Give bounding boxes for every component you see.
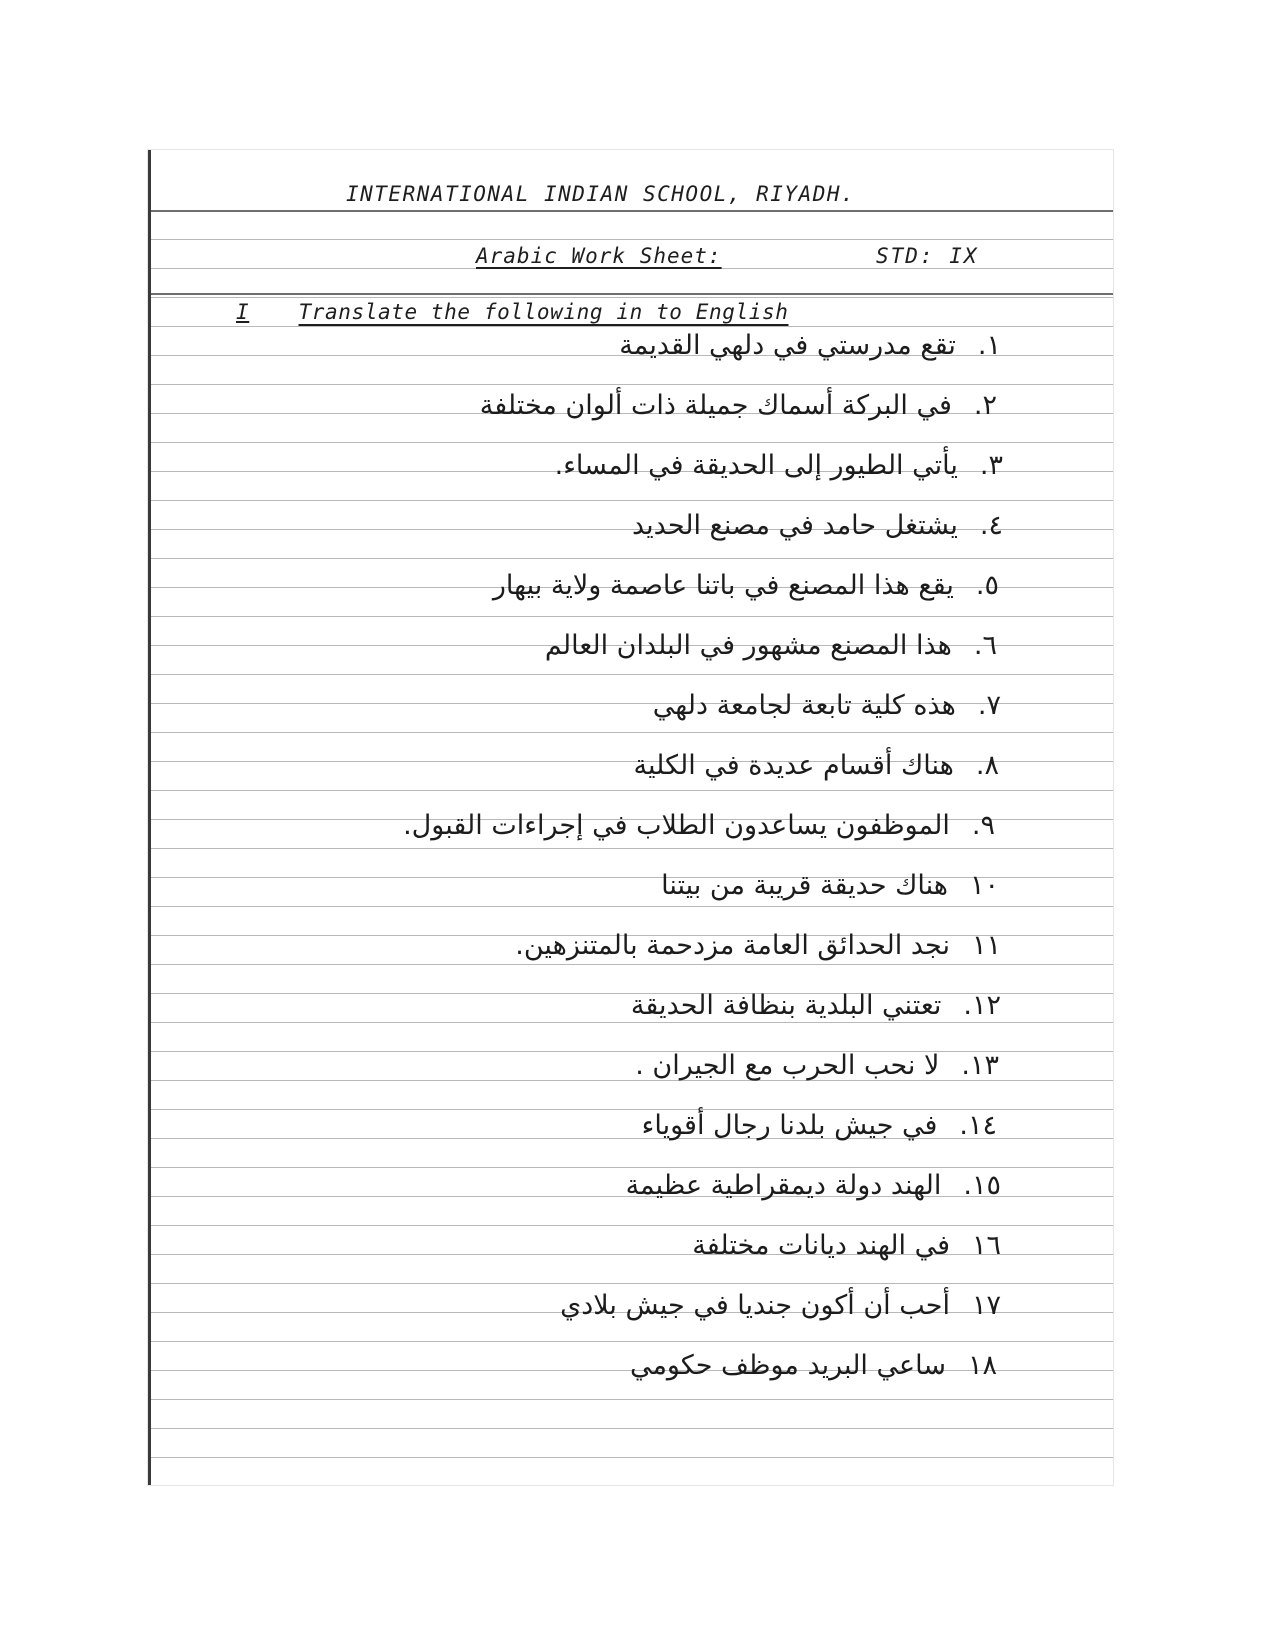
sentence-item xyxy=(631,990,1001,1021)
sentence-item xyxy=(635,1050,999,1081)
sentence-text: نجد الحدائق العامة مزدحمة بالمتنزهين. xyxy=(515,930,950,961)
std-label: STD: IX xyxy=(876,244,979,268)
sentence-number: ١٣. xyxy=(961,1050,999,1081)
sentence-item xyxy=(661,870,999,901)
sentence-number: ١٦ xyxy=(971,1230,1001,1261)
sentence-text: تقع مدرستي في دلهي القديمة xyxy=(619,330,956,361)
sentence-text: في جيش بلدنا رجال أقوياء xyxy=(641,1110,938,1141)
sentence-number: ١٠ xyxy=(969,870,999,901)
sentence-item xyxy=(403,810,995,841)
sentence-text: هناك حديقة قريبة من بيتنا xyxy=(661,870,948,901)
sentence-text: يقع هذا المصنع في باتنا عاصمة ولاية بيهار xyxy=(492,570,954,601)
sentence-item xyxy=(619,330,1001,361)
worksheet-title-text: Arabic Work Sheet: xyxy=(476,244,722,268)
sentence-number: ١٨ xyxy=(967,1350,997,1381)
sentence-item xyxy=(630,1350,997,1381)
sentence-number: ١. xyxy=(977,330,1001,361)
sentence-text: الموظفون يساعدون الطلاب في إجراءات القبول. xyxy=(403,810,950,841)
sentence-number: ١٥. xyxy=(963,1170,1001,1201)
sentence-item xyxy=(634,750,999,781)
sentence-number: ١٤. xyxy=(959,1110,997,1141)
worksheet-page xyxy=(148,150,1113,1485)
sentence-number: ٣. xyxy=(979,450,1003,481)
sentence-item xyxy=(480,390,997,421)
sentence-text: هذا المصنع مشهور في البلدان العالم xyxy=(544,630,952,661)
sentence-text: الهند دولة ديمقراطية عظيمة xyxy=(625,1170,942,1201)
sentence-text: ساعي البريد موظف حكومي xyxy=(629,1350,946,1381)
sentence-number: ٩. xyxy=(971,810,995,841)
sentence-text: يشتغل حامد في مصنع الحديد xyxy=(631,510,958,541)
sentence-text: هذه كلية تابعة لجامعة دلهي xyxy=(652,690,956,721)
sentence-text: يأتي الطيور إلى الحديقة في المساء. xyxy=(554,450,958,481)
section-number: I xyxy=(236,300,250,324)
section-instruction: Translate the following in to English xyxy=(298,300,789,324)
sentence-item xyxy=(642,1110,997,1141)
sentence-text: لا نحب الحرب مع الجيران . xyxy=(635,1050,940,1081)
sentence-item xyxy=(692,1230,1001,1261)
sentence-number: ٥. xyxy=(975,570,999,601)
sentence-list xyxy=(151,150,1113,1485)
sentence-item xyxy=(632,510,1003,541)
sentence-text: في الهند ديانات مختلفة xyxy=(692,1230,950,1261)
sentence-item xyxy=(493,570,999,601)
sentence-text: تعتني البلدية بنظافة الحديقة xyxy=(630,990,942,1021)
sentence-item xyxy=(555,450,1003,481)
sentence-text: أحب أن أكون جنديا في جيش بلادي xyxy=(560,1290,950,1321)
sentence-item xyxy=(515,930,1001,961)
sentence-item xyxy=(545,630,997,661)
sentence-number: ١١ xyxy=(971,930,1001,961)
school-name: INTERNATIONAL INDIAN SCHOOL, RIYADH. xyxy=(346,182,856,206)
sentence-item xyxy=(653,690,1001,721)
sentence-number: ٦. xyxy=(973,630,997,661)
sentence-text: هناك أقسام عديدة في الكلية xyxy=(633,750,954,781)
sentence-item xyxy=(560,1290,1001,1321)
sentence-number: ٨. xyxy=(975,750,999,781)
sentence-number: ٤. xyxy=(979,510,1003,541)
sentence-text: في البركة أسماك جميلة ذات ألوان مختلفة xyxy=(479,390,952,421)
sentence-number: ٧. xyxy=(977,690,1001,721)
sentence-number: ١٧ xyxy=(971,1290,1001,1321)
sentence-item xyxy=(626,1170,1001,1201)
sentence-number: ٢. xyxy=(973,390,997,421)
sentence-number: ١٢. xyxy=(963,990,1001,1021)
